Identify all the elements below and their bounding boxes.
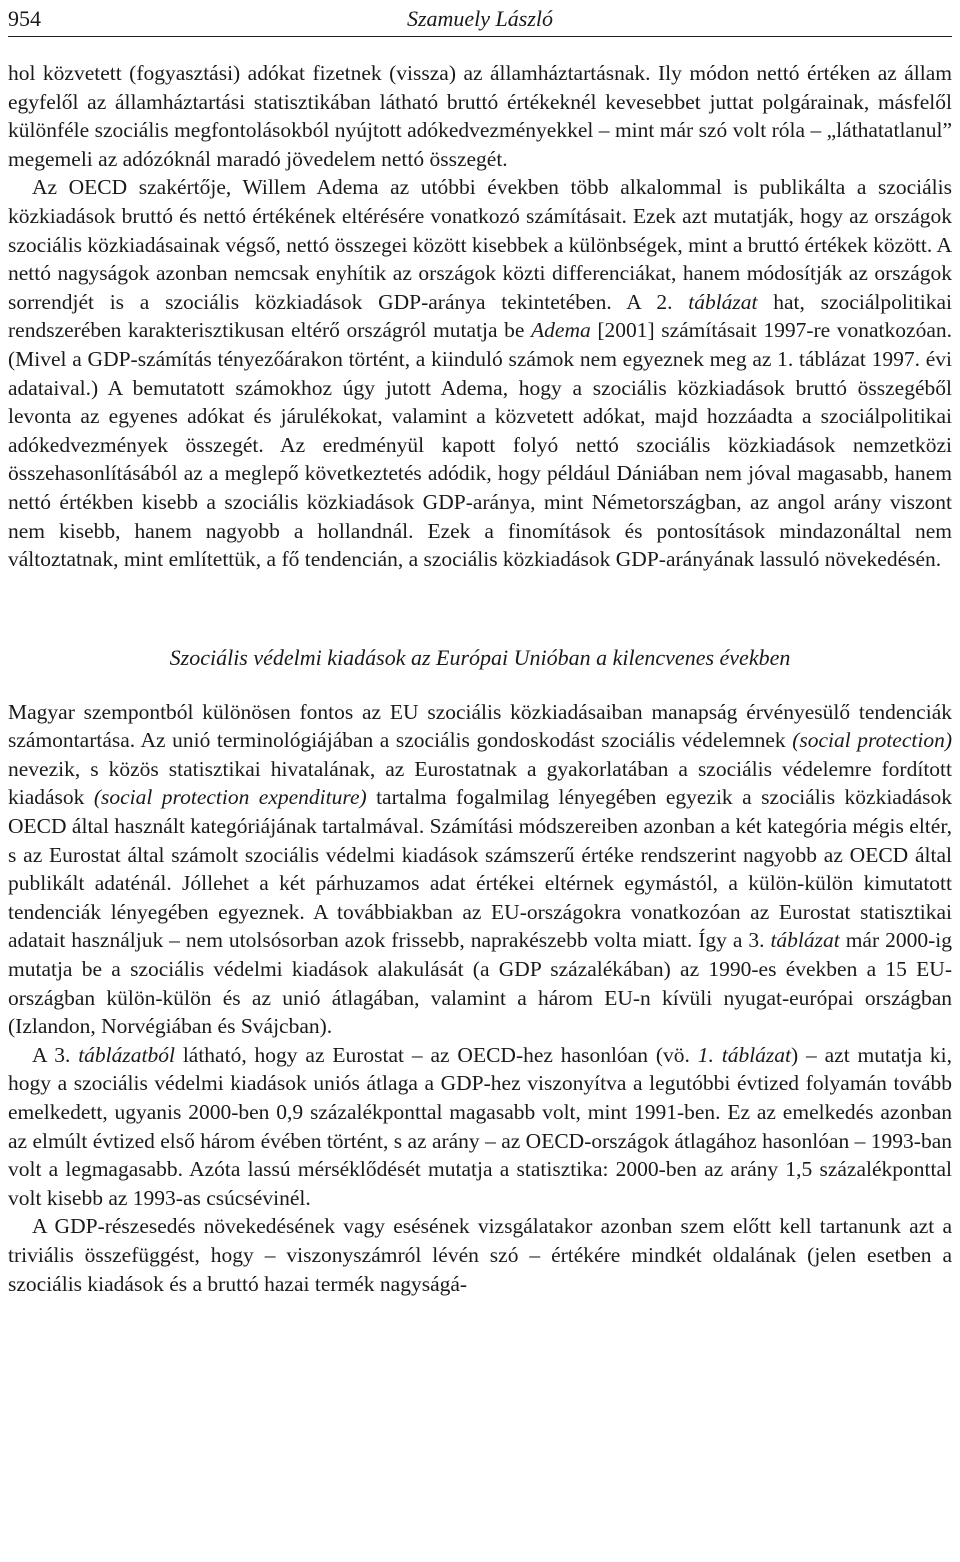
author-reference: Adema (531, 318, 591, 343)
term-english: (social protection expenditure) (93, 785, 367, 810)
paragraph-text: látható, hogy az Eurostat – az OECD-hez hasonlóan (vö. (174, 1042, 698, 1067)
page-number: 954 (8, 6, 41, 31)
running-title: Szamuely László (406, 6, 554, 31)
paragraph-text: A GDP-részesedés növekedésének vagy esésének vizsgálatakor azonban szem előtt kell tartanunk azt a triviális összefüggést, hogy – viszonyszámról lévén szó – értékére mindkét oldalának (jelen esetben a szociális kiadások és a bruttó hazai termék nagyságá- (8, 1214, 952, 1296)
paragraph-text: A 3. (32, 1042, 79, 1067)
paragraph-text: nevezik, s közös statisztikai hivatalának, az Eurostatnak a gyakorlatában a szociális védelemre fordított kiadások (8, 756, 952, 810)
paragraph-text: már 2000-ig mutatja be a szociális védelmi kiadások alakulását (a GDP százalékában) az 1990-es években a 15 EU-országban külön-külön és az unió átlagában, valamint a három EU-n kívüli nyugat-európai országban (Izlandon, Norvégiában és Svájcban). (8, 928, 952, 1039)
section-heading: Szociális védelmi kiadások az Európai Unióban a kilencvenes években (169, 644, 791, 670)
table-reference: táblázat (688, 289, 758, 314)
paragraph (8, 59, 952, 173)
paragraph (8, 698, 952, 1041)
page (8, 0, 952, 1298)
paragraph-text: hat, szociálpolitikai rendszerében karakterisztikusan eltérő országról mutatja be (8, 289, 952, 343)
paragraph (8, 173, 952, 573)
paragraph-text: [2001] számításait 1997-re vonatkozóan. (Mivel a GDP-számítás tényezőárakon történt, a kiinduló számok nem egyeznek meg az 1. táblázat 1997. évi adataival.) A bemutatott számokhoz úgy jutott Adema, hogy a szociális közkiadások bruttó összegéből levonta az egyenes adókat és járulékokat, valamint a közvetett adókat, majd hozzáadta a szociálpolitikai adókedvezmények összegét. Az eredményül kapott folyó nettó szociális közkiadások nemzetközi összehasonlításából az a meglepő következtetés adódik, hogy például Dániában nem jóval magasabb, hanem nettó értékben kisebb a szociális közkiadások GDP-aránya, mint Németországban, az angol arány viszont nem kisebb, hanem nagyobb a hollandnál. Ezek a finomítások és pontosítások mindazonáltal nem változtatnak, mint említettük, a fő tendencián, a szociális közkiadások GDP-arányának lassuló növekedésén. (8, 318, 952, 572)
paragraph-text: tartalma fogalmilag lényegében egyezik a szociális közkiadások OECD által használt kategóriájának tartalmával. Számítási módszereiben azonban a két kategória mégis eltér, s az Eurostat által számolt szociális védelmi kiadások számszerű értéke rendszerint nagyobb az OECD által publikált adaténál. Jóllehet a két párhuzamos adat értékei eltérnek egymástól, a külön-külön kimutatott tendenciák lényegében egyeznek. A továbbiakban az EU-országokra vonatkozóan az Eurostat statisztikai adatait használjuk – nem utolsósorban azok frissebb, naprakészebb volta miatt. Így a 3. (8, 785, 953, 953)
paragraph (8, 1212, 952, 1298)
table-reference: táblázat (770, 928, 840, 953)
paragraph-text: ) – azt mutatja ki, hogy a szociális védelmi kiadások uniós átlaga a GDP-hez viszonyítva a legutóbbi évtized folyamán tovább emelkedett, ugyanis 2000-ben 0,9 százalékponttal magasabb volt, mint 1991-ben. Ez az emelkedés azonban az elmúlt évtized első három évében történt, s az arány – az OECD-országok átlagához hasonlóan – 1993-ban volt a legmagasabb. Azóta lassú mérséklődését mutatja a statisztika: 2000-ben az arány 1,5 százalékponttal volt kisebb az 1993-as csúcsévinél. (8, 1042, 952, 1210)
paragraph (8, 1041, 952, 1213)
body-text (8, 59, 952, 1298)
paragraph-text: Magyar szempontból különösen fontos az EU szociális közkiadásaiban manapság érvényesülő tendenciák számontartása. Az unió terminológiájában a szociális gondoskodást szociális védelemnek (8, 699, 952, 753)
table-reference: táblázatból (78, 1042, 175, 1067)
paragraph-text: Az OECD szakértője, Willem Adema az utóbbi években több alkalommal is publikálta a szociális közkiadások bruttó és nettó értékének eltérésére vonatkozó számításait. Ezek azt mutatják, hogy az országok szociális közkiadásainak végső, nettó összegei között kisebbek a különbségek, mint a bruttó értékek között. A nettó nagyságok azonban nemcsak enyhítik az országok közti differenciákat, hanem módosítják az országok sorrendjét is a szociális közkiadások GDP-aránya tekintetében. A 2. (8, 175, 952, 314)
term-english: (social protection) (792, 728, 952, 753)
paragraph-text: hol közvetett (fogyasztási) adókat fizetnek (vissza) az államháztartásnak. Ily módon nettó értéken az állam egyfelől az államháztartási statisztikában látható bruttó értékeknél kevesebbet juttat polgárainak, másfelől különféle szociális megfontolásokból nyújtott adókedvezményekkel – mint már szó volt róla – „láthatatlanul” megemeli az adózóknál maradó jövedelem nettó összegét. (8, 61, 952, 171)
running-head (8, 0, 952, 37)
table-reference: 1. táblázat (697, 1042, 792, 1067)
